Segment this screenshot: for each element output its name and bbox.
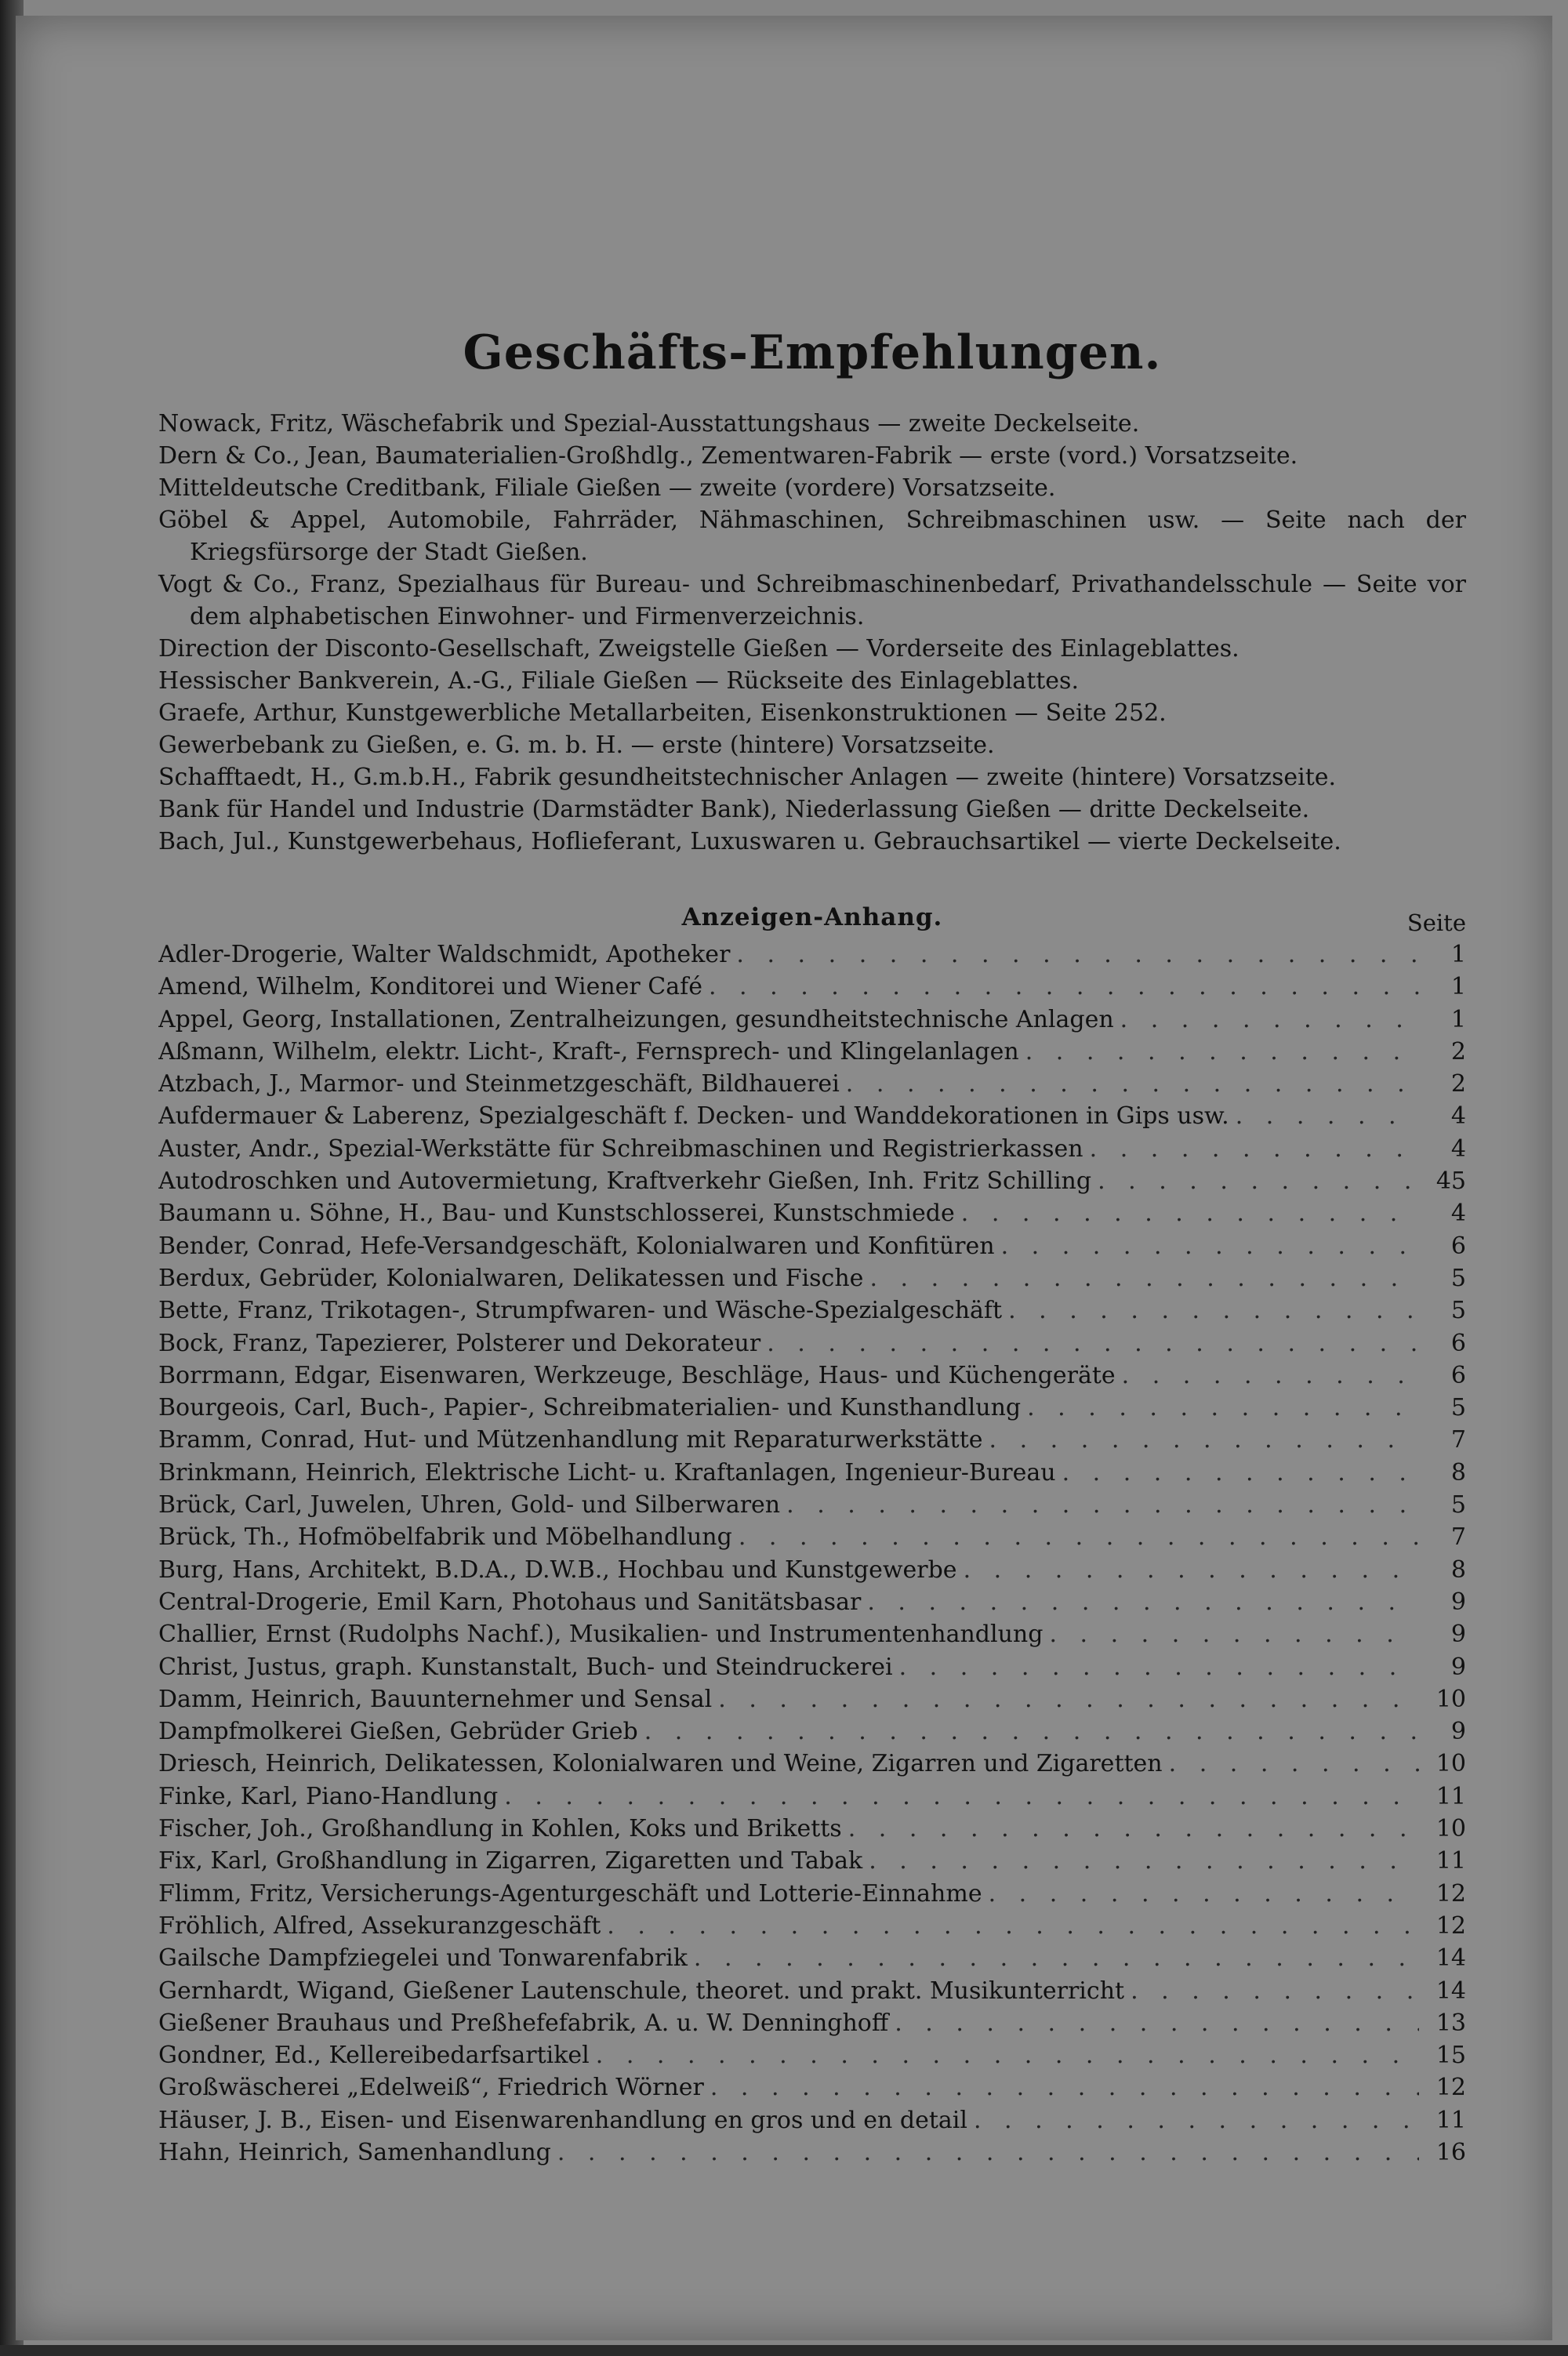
- dot-leader: [638, 1718, 1419, 1745]
- dot-leader: [967, 2107, 1419, 2134]
- index-entry-name: Baumann u. Söhne, H., Bau- und Kunstschlosserei, Kunstschmiede: [158, 1200, 955, 1228]
- recommendation-entry: Gewerbebank zu Gießen, e. G. m. b. H. — erste (hintere) Vorsatzseite.: [158, 731, 995, 759]
- index-entry-page: 13: [1436, 2009, 1466, 2037]
- index-entry-name: Christ, Justus, graph. Kunstanstalt, Buch- und Steindruckerei: [158, 1653, 893, 1681]
- index-entry-page: 9: [1450, 1653, 1466, 1681]
- index-entry: [158, 1912, 1466, 1944]
- dot-leader: [1114, 1006, 1419, 1033]
- index-entry-page: 8: [1450, 1556, 1466, 1584]
- index-entry-page: 5: [1450, 1491, 1466, 1519]
- index-entry-name: Appel, Georg, Installationen, Zentralheizungen, gesundheitstechnische Anlagen: [158, 1005, 1114, 1033]
- index-entry-page: 12: [1436, 1879, 1466, 1908]
- index-entry-page: 2: [1450, 1037, 1466, 1065]
- index-entry-page: 14: [1436, 1977, 1466, 2005]
- dot-leader: [590, 2042, 1419, 2069]
- index-entry: [158, 1556, 1466, 1588]
- index-entry-page: 10: [1436, 1815, 1466, 1843]
- dot-leader: [1056, 1459, 1419, 1487]
- index-entry: [158, 941, 1466, 973]
- index-entry-page: 11: [1436, 1847, 1466, 1875]
- dot-leader: [842, 1815, 1419, 1842]
- index-entry: [158, 973, 1466, 1005]
- index-entry-name: Flimm, Fritz, Versicherungs-Agenturgeschäft und Lotterie-Einnahme: [158, 1879, 982, 1908]
- dot-leader: [983, 1426, 1419, 1454]
- dot-leader: [1229, 1102, 1419, 1130]
- recommendation-entry: Direction der Disconto-Gesellschaft, Zweigstelle Gießen — Vorderseite des Einlageblattes.: [158, 635, 1240, 663]
- dot-leader: [840, 1070, 1419, 1098]
- index-entry: [158, 1847, 1466, 1879]
- index-entry: [158, 1654, 1466, 1686]
- recommendation-list: [158, 408, 1466, 858]
- index-entry-page: 7: [1450, 1523, 1466, 1552]
- index-entry-name: Brück, Th., Hofmöbelfabrik und Möbelhandlung: [158, 1523, 732, 1552]
- index-entry: [158, 1070, 1466, 1102]
- index-entry-page: 16: [1436, 2138, 1466, 2166]
- index-entry-page: 5: [1450, 1297, 1466, 1325]
- index-entry-name: Brück, Carl, Juwelen, Uhren, Gold- und Silberwaren: [158, 1491, 781, 1519]
- index-entry-name: Central-Drogerie, Emil Karn, Photohaus und Sanitätsbasar: [158, 1588, 862, 1616]
- index-entry-name: Bramm, Conrad, Hut- und Mützenhandlung mit Reparaturwerkstätte: [158, 1426, 983, 1454]
- index-entry-page: 5: [1450, 1264, 1466, 1292]
- dot-leader: [995, 1232, 1419, 1260]
- dot-leader: [1091, 1167, 1419, 1195]
- index-entry: [158, 1588, 1466, 1621]
- index-entry-name: Fix, Karl, Großhandlung in Zigarren, Zigaretten und Tabak: [158, 1847, 863, 1875]
- index-entry: [158, 1362, 1466, 1394]
- index-entry-name: Fröhlich, Alfred, Assekuranzgeschäft: [158, 1911, 601, 1940]
- index-entry-name: Burg, Hans, Architekt, B.D.A., D.W.B., Hochbau und Kunstgewerbe: [158, 1556, 957, 1584]
- index-entry-page: 11: [1436, 2106, 1466, 2134]
- index-entry: [158, 1491, 1466, 1523]
- index-entry: [158, 1102, 1466, 1134]
- index-entry: [158, 1880, 1466, 1912]
- recommendation-entry: Vogt & Co., Franz, Spezialhaus für Bureau- und Schreibmaschinenbedarf, Privathandelsschule — Seite vor dem alphabetischen Einwohner- und Firmenverzeichnis.: [158, 571, 1466, 630]
- page-bottom-edge: [0, 2345, 1568, 2356]
- dot-leader: [1019, 1038, 1419, 1065]
- index-entry-name: Hahn, Heinrich, Samenhandlung: [158, 2138, 551, 2166]
- page-content: [158, 325, 1466, 2171]
- index-entry-name: Gailsche Dampfziegelei und Tonwarenfabrik: [158, 1944, 688, 1973]
- index-entry: [158, 1750, 1466, 1782]
- dot-leader: [957, 1556, 1419, 1584]
- recommendation-entry: Hessischer Bankverein, A.-G., Filiale Gießen — Rückseite des Einlageblattes.: [158, 667, 1079, 695]
- index-entry: [158, 1783, 1466, 1815]
- dot-leader: [955, 1200, 1419, 1227]
- index-entry: [158, 1944, 1466, 1977]
- index-entry-name: Challier, Ernst (Rudolphs Nachf.), Musikalien- und Instrumentenhandlung: [158, 1621, 1044, 1649]
- dot-leader: [1002, 1297, 1419, 1324]
- recommendation-entry: Graefe, Arthur, Kunstgewerbliche Metallarbeiten, Eisenkonstruktionen — Seite 252.: [158, 699, 1167, 727]
- index-entry-page: 14: [1436, 1944, 1466, 1973]
- index-entry-page: 1: [1450, 941, 1466, 968]
- index-entry: [158, 1686, 1466, 1718]
- index-entry-name: Aufdermauer & Laberenz, Spezialgeschäft f. Decken- und Wanddekorationen in Gips usw.: [158, 1102, 1229, 1131]
- index-title: Anzeigen-Anhang.: [681, 903, 943, 931]
- index-entry-page: 4: [1450, 1102, 1466, 1131]
- index-entry: [158, 1135, 1466, 1167]
- index-entry: [158, 1977, 1466, 2009]
- index-entry-name: Borrmann, Edgar, Eisenwaren, Werkzeuge, Beschläge, Haus- und Küchengeräte: [158, 1361, 1116, 1389]
- index-entry: [158, 1232, 1466, 1265]
- index-entry-page: 4: [1450, 1200, 1466, 1228]
- index-entry-page: 9: [1450, 1621, 1466, 1649]
- dot-leader: [861, 1588, 1419, 1616]
- index-entry: [158, 2107, 1466, 2139]
- recommendation-entry: Dern & Co., Jean, Baumaterialien-Großhdlg., Zementwaren-Fabrik — erste (vord.) Vorsatzseite.: [158, 442, 1298, 470]
- dot-leader: [702, 973, 1419, 1000]
- recommendation-entry: Göbel & Appel, Automobile, Fahrräder, Nähmaschinen, Schreibmaschinen usw. — Seite nach der Kriegsfürsorge der Stadt Gießen.: [158, 506, 1466, 566]
- index-entry-page: 45: [1436, 1167, 1466, 1196]
- index-entry-page: 9: [1450, 1718, 1466, 1746]
- dot-leader: [1116, 1362, 1419, 1389]
- index-entry-page: 7: [1450, 1426, 1466, 1454]
- index-entry-page: 6: [1450, 1361, 1466, 1389]
- dot-leader: [863, 1265, 1419, 1292]
- index-entry: [158, 1006, 1466, 1038]
- index-entry: [158, 1459, 1466, 1491]
- index-entry-name: Driesch, Heinrich, Delikatessen, Kolonialwaren und Weine, Zigarren und Zigaretten: [158, 1750, 1163, 1778]
- index-entry-name: Gondner, Ed., Kellereibedarfsartikel: [158, 2042, 590, 2070]
- dot-leader: [780, 1491, 1419, 1519]
- dot-leader: [1021, 1394, 1419, 1421]
- dot-leader: [1083, 1135, 1419, 1163]
- index-entry-name: Finke, Karl, Piano-Handlung: [158, 1782, 499, 1810]
- index-entry: [158, 1330, 1466, 1362]
- dot-leader: [893, 1654, 1419, 1681]
- index-entry-page: 8: [1450, 1458, 1466, 1487]
- index-entry-page: 1: [1450, 1005, 1466, 1033]
- dot-leader: [704, 2074, 1419, 2101]
- recommendation-entry: Bank für Handel und Industrie (Darmstädter Bank), Niederlassung Gießen — dritte Deckelseite.: [158, 796, 1310, 823]
- dot-leader: [688, 1944, 1419, 1972]
- index-entry: [158, 2042, 1466, 2074]
- index-entry-name: Häuser, J. B., Eisen- und Eisenwarenhandlung en gros und en detail: [158, 2106, 967, 2134]
- page-column-label: Seite: [1406, 909, 1466, 936]
- dot-leader: [601, 1912, 1419, 1940]
- dot-leader: [888, 2009, 1419, 2037]
- dot-leader: [498, 1783, 1419, 1810]
- index-entry-page: 10: [1436, 1750, 1466, 1778]
- page-title: Geschäfts-Empfehlungen.: [463, 325, 1162, 380]
- index-header: [158, 903, 1466, 941]
- recommendation-entry: Nowack, Fritz, Wäschefabrik und Spezial-Ausstattungshaus — zweite Deckelseite.: [158, 410, 1140, 437]
- index-entry-name: Gernhardt, Wigand, Gießener Lautenschule, theoret. und prakt. Musikunterricht: [158, 1977, 1125, 2005]
- recommendation-entry: Schafftaedt, H., G.m.b.H., Fabrik gesundheitstechnischer Anlagen — zweite (hintere) Vorsatzseite.: [158, 764, 1337, 791]
- dot-leader: [1163, 1750, 1419, 1777]
- index-entry-name: Bette, Franz, Trikotagen-, Strumpfwaren- und Wäsche-Spezialgeschäft: [158, 1297, 1003, 1325]
- index-entry: [158, 1038, 1466, 1070]
- index-entry-name: Amend, Wilhelm, Konditorei und Wiener Café: [158, 973, 702, 1001]
- index-entry: [158, 1523, 1466, 1556]
- index-entry-name: Großwäscherei „Edelweiß“, Friedrich Wörner: [158, 2074, 704, 2102]
- dot-leader: [1043, 1621, 1419, 1648]
- dot-leader: [982, 1880, 1419, 1908]
- index-entry-page: 15: [1436, 2042, 1466, 2070]
- index-entry-name: Berdux, Gebrüder, Kolonialwaren, Delikatessen und Fische: [158, 1264, 864, 1292]
- recommendation-entry: Bach, Jul., Kunstgewerbehaus, Hoflieferant, Luxuswaren u. Gebrauchsartikel — vierte Deckelseite.: [158, 828, 1341, 855]
- index-entry-name: Adler-Drogerie, Walter Waldschmidt, Apotheker: [158, 941, 731, 968]
- recommendation-entry: Mitteldeutsche Creditbank, Filiale Gießen — zweite (vordere) Vorsatzseite.: [158, 474, 1056, 502]
- index-entry-page: 10: [1436, 1685, 1466, 1713]
- index-entry-name: Fischer, Joh., Großhandlung in Kohlen, Koks und Briketts: [158, 1815, 842, 1843]
- advertiser-index: [158, 941, 1466, 2171]
- index-entry-page: 11: [1436, 1782, 1466, 1810]
- index-entry-page: 2: [1450, 1070, 1466, 1098]
- dot-leader: [732, 1523, 1419, 1551]
- index-entry: [158, 2074, 1466, 2106]
- index-entry-name: Auster, Andr., Spezial-Werkstätte für Schreibmaschinen und Registrierkassen: [158, 1134, 1083, 1163]
- index-entry: [158, 1297, 1466, 1329]
- index-entry: [158, 1815, 1466, 1847]
- index-entry-name: Damm, Heinrich, Bauunternehmer und Sensal: [158, 1685, 713, 1713]
- dot-leader: [760, 1330, 1419, 1357]
- index-entry-page: 9: [1450, 1588, 1466, 1616]
- index-entry-page: 12: [1436, 2074, 1466, 2102]
- index-entry-name: Bourgeois, Carl, Buch-, Papier-, Schreibmaterialien- und Kunsthandlung: [158, 1394, 1022, 1422]
- index-entry-name: Bender, Conrad, Hefe-Versandgeschäft, Kolonialwaren und Konfitüren: [158, 1232, 995, 1260]
- dot-leader: [551, 2139, 1419, 2166]
- index-entry: [158, 1200, 1466, 1232]
- dot-leader: [1124, 1977, 1419, 2005]
- index-entry-name: Gießener Brauhaus und Preßhefefabrik, A. u. W. Denninghoff: [158, 2009, 889, 2037]
- dot-leader: [862, 1847, 1419, 1875]
- index-entry-name: Dampfmolkerei Gießen, Gebrüder Grieb: [158, 1718, 638, 1746]
- dot-leader: [712, 1686, 1419, 1713]
- index-entry: [158, 1426, 1466, 1458]
- index-entry-name: Autodroschken und Autovermietung, Kraftverkehr Gießen, Inh. Fritz Schilling: [158, 1167, 1092, 1196]
- index-entry-page: 4: [1450, 1134, 1466, 1163]
- index-entry-page: 1: [1450, 973, 1466, 1001]
- index-entry: [158, 2009, 1466, 2042]
- index-entry-name: Brinkmann, Heinrich, Elektrische Licht- u. Kraftanlagen, Ingenieur-Bureau: [158, 1458, 1056, 1487]
- dot-leader: [730, 941, 1419, 968]
- index-entry-page: 6: [1450, 1329, 1466, 1357]
- index-entry-page: 12: [1436, 1911, 1466, 1940]
- index-entry: [158, 1718, 1466, 1750]
- index-entry: [158, 1167, 1466, 1200]
- index-entry-page: 6: [1450, 1232, 1466, 1260]
- index-entry-page: 5: [1450, 1394, 1466, 1422]
- index-entry: [158, 1394, 1466, 1426]
- index-entry-name: Bock, Franz, Tapezierer, Polsterer und Dekorateur: [158, 1329, 761, 1357]
- index-entry-name: Aßmann, Wilhelm, elektr. Licht-, Kraft-, Fernsprech- und Klingelanlagen: [158, 1037, 1019, 1065]
- index-entry: [158, 2139, 1466, 2171]
- index-entry: [158, 1621, 1466, 1653]
- index-entry: [158, 1265, 1466, 1297]
- index-entry-name: Atzbach, J., Marmor- und Steinmetzgeschäft, Bildhauerei: [158, 1070, 840, 1098]
